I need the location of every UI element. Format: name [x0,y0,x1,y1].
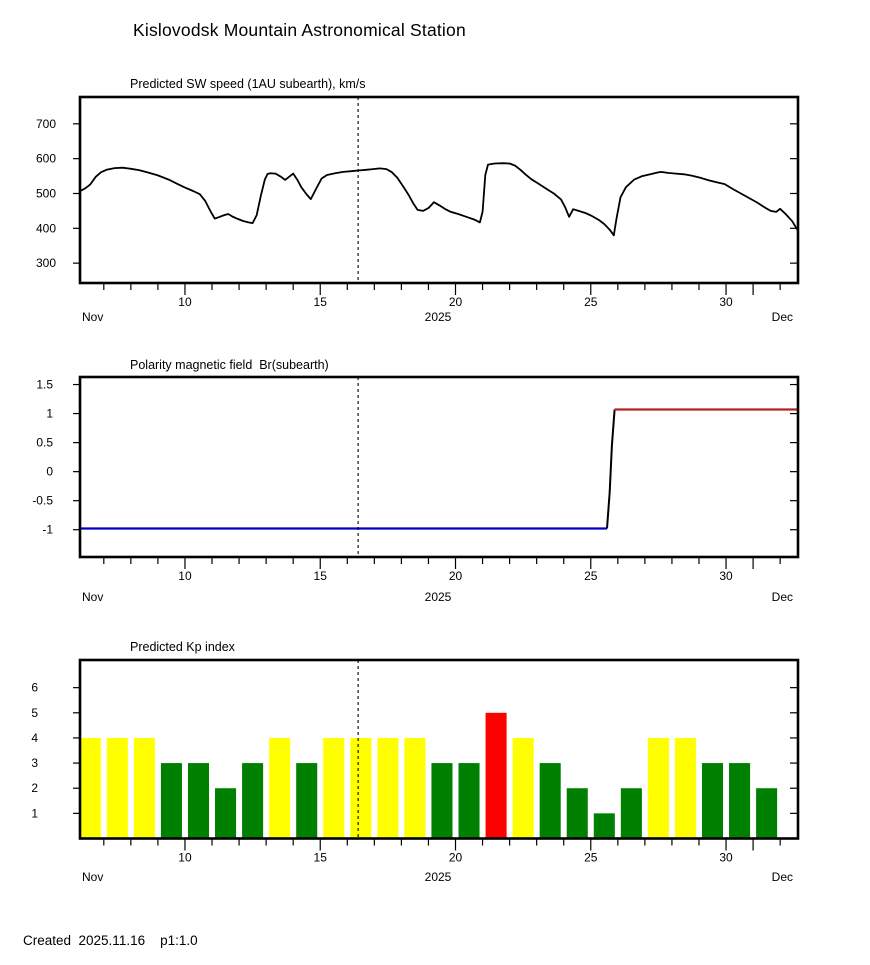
x-tick-label: 30 [719,295,733,309]
month-label-nov: Nov [82,870,104,884]
x-tick-label: 10 [178,295,192,309]
year-label: 2025 [424,590,452,604]
y-tick-label: 400 [35,221,56,236]
kp-bar-day-27 [648,738,669,839]
x-tick-label: 15 [313,569,327,583]
kp-index-chart-title: Predicted Kp index [130,640,235,654]
kp-bar-day-28 [675,738,696,839]
x-tick-label: 20 [448,569,463,583]
kp-bar-day-12 [242,763,263,838]
kp-bar-day-13 [269,738,290,839]
kp-bar-day-20 [459,763,480,838]
x-tick-label: 30 [719,850,733,865]
x-tick-label: 25 [584,850,598,865]
kp-bar-day-8 [134,738,155,839]
sw-speed-x-axis-months [80,311,796,380]
br-polarity-chart [32,377,798,583]
kp-index-chart [31,660,798,865]
month-label-dec: Dec [771,590,793,604]
kp-bar-day-9 [161,763,182,838]
year-label: 2025 [424,310,452,324]
sw-speed-chart-title: Predicted SW speed (1AU subearth), km/s [130,77,366,91]
kp-bar-day-10 [188,763,209,838]
month-label-nov: Nov [82,590,104,604]
year-label: 2025 [424,870,452,884]
x-tick-label: 10 [178,569,192,583]
plot-frame [80,97,798,283]
kp-bar-day-31 [756,788,777,838]
y-tick-label: 700 [35,116,56,131]
page-title: Kislovodsk Mountain Astronomical Station [133,20,466,40]
y-tick-label: 6 [31,680,38,695]
x-tick-label: 20 [448,850,463,865]
y-tick-label: 600 [35,151,56,166]
y-tick-label: 4 [31,730,38,745]
month-label-dec: Dec [771,310,793,324]
x-tick-label: 20 [448,295,463,309]
y-tick-label: 1.5 [36,377,53,392]
y-tick-label: -1 [42,522,53,537]
kp-bar-day-24 [567,788,588,838]
predicted_sw_speed_kms [81,163,798,235]
x-tick-label: 25 [584,295,598,309]
y-tick-label: 0.5 [36,435,53,450]
y-tick-label: 500 [35,186,56,201]
kp-bar-day-26 [621,788,642,838]
kp-bar-day-30 [729,763,750,838]
kp-bar-day-11 [215,788,236,838]
month-label-dec: Dec [771,870,793,884]
x-ticks [104,558,780,569]
kp-bar-day-6 [80,738,101,839]
plot-frame [80,377,798,557]
x-ticks [104,840,780,851]
kp-bar-day-15 [323,738,344,839]
x-tick-label: 25 [584,569,598,583]
kp-bar-day-14 [296,763,317,838]
kp-bar-day-25 [594,813,615,838]
kp-bar-day-18 [404,738,425,839]
kp-bar-day-23 [540,763,561,838]
kp-bar-day-17 [377,738,398,839]
x-ticks [104,284,780,295]
sw-speed-chart [36,97,798,309]
br-polarity-chart-title: Polarity magnetic field Br(subearth) [130,358,329,372]
y-ticks [73,385,797,530]
month-label-nov: Nov [82,310,104,324]
x-tick-label: 10 [178,850,192,865]
br_transition [607,410,615,529]
kp-index-x-axis-months [80,871,796,940]
x-tick-label: 15 [313,850,327,865]
kp-bar-day-21 [486,713,507,839]
y-tick-label: 300 [35,256,56,271]
y-tick-label: -0.5 [32,493,53,508]
y-tick-label: 1 [31,806,38,821]
x-tick-label: 30 [719,569,733,583]
br-polarity-x-axis-months [80,591,796,660]
kp-bar-day-29 [702,763,723,838]
y-tick-label: 2 [31,781,38,796]
y-tick-label: 5 [31,705,38,720]
y-tick-label: 1 [46,406,53,421]
kp-bar-day-22 [513,738,534,839]
y-ticks [73,124,797,263]
y-tick-label: 3 [31,756,38,771]
kp-bar-day-19 [431,763,452,838]
x-tick-label: 15 [313,295,327,309]
created-timestamp: Created 2025.11.16 p1:1.0 [23,933,198,948]
kp-bar-day-7 [107,738,128,839]
y-tick-label: 0 [46,464,53,479]
kp-bar-day-16 [350,738,371,839]
